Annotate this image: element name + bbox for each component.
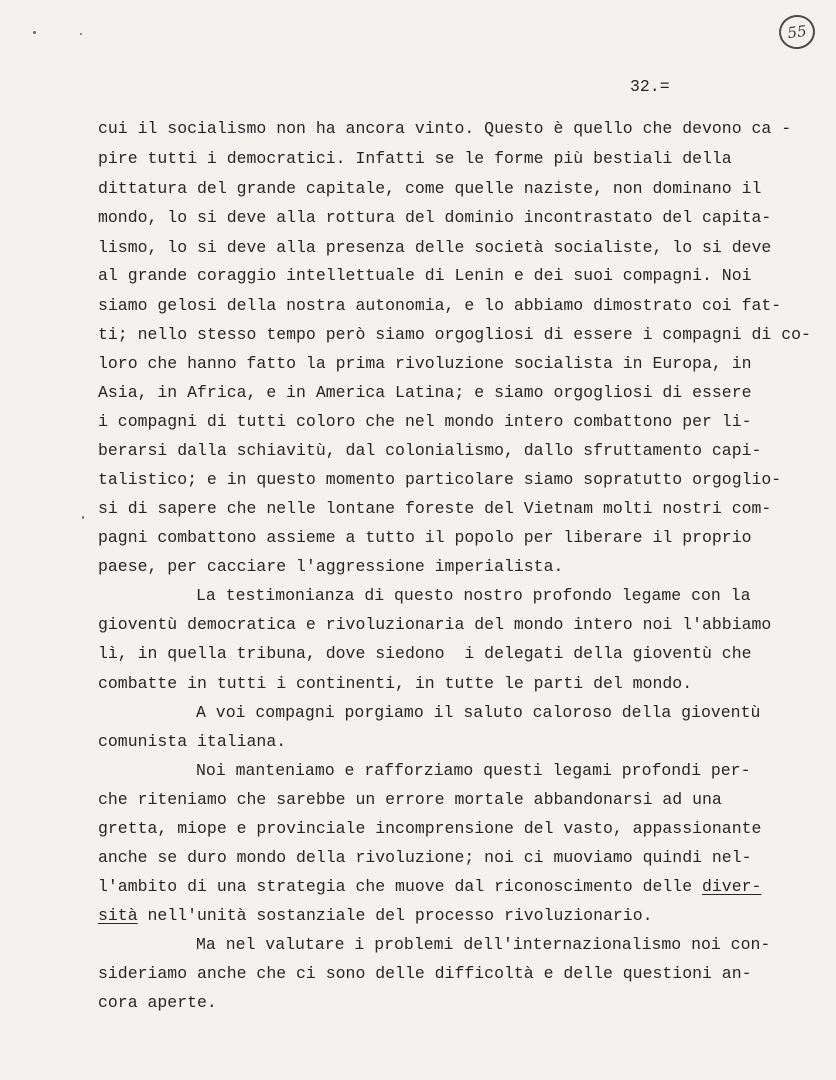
paragraph-first-line: Noi manteniamo e rafforziamo questi legami profondi per- (196, 761, 751, 780)
page-number: 32.= (630, 77, 670, 96)
text-line: talistico; e in questo momento particolare siamo sopratutto orgoglio- (98, 470, 782, 489)
text-line: ti; nello stesso tempo però siamo orgogliosi di essere i compagni di co- (98, 325, 811, 344)
text-line: cui il socialismo non ha ancora vinto. Questo è quello che devono ca - (98, 119, 792, 138)
text-line (98, 877, 761, 897)
archive-number: 55 (786, 21, 808, 43)
text-line: comunista italiana. (98, 732, 287, 751)
paper-speck (33, 31, 36, 34)
text-line-segment: nell'unità sostanziale del processo rivoluzionario. (147, 906, 653, 925)
text-line: si di sapere che nelle lontane foreste del Vietnam molti nostri com- (98, 499, 772, 518)
underlined-word: diver- (702, 877, 762, 896)
text-line: i compagni di tutti coloro che nel mondo intero combattono per li- (98, 412, 752, 431)
paragraph-first-line: La testimonianza di questo nostro profondo legame con la (196, 586, 751, 605)
underlined-word: sità (98, 906, 138, 925)
text-line: cora aperte. (98, 993, 217, 1012)
text-line: siamo gelosi della nostra autonomia, e lo abbiamo dimostrato coi fat- (98, 296, 782, 315)
text-line: gioventù democratica e rivoluzionaria del mondo intero noi l'abbiamo (98, 615, 772, 634)
text-line: pire tutti i democratici. Infatti se le forme più bestiali della (98, 149, 732, 168)
text-line: sideriamo anche che ci sono delle difficoltà e delle questioni an- (98, 964, 752, 983)
text-line-segment: l'ambito di una strategia che muove dal riconoscimento delle (98, 877, 702, 896)
paragraph-first-line: A voi compagni porgiamo il saluto caloroso della gioventù (196, 703, 761, 722)
text-line: pagni combattono assieme a tutto il popolo per liberare il proprio (98, 528, 752, 547)
text-line: Asia, in Africa, e in America Latina; e siamo orgogliosi di essere (98, 383, 752, 402)
text-line (98, 906, 653, 926)
text-line: dittatura del grande capitale, come quelle naziste, non dominano il (98, 179, 762, 198)
text-line: loro che hanno fatto la prima rivoluzione socialista in Europa, in (98, 354, 752, 373)
archive-number-stamp (777, 13, 817, 52)
text-line: mondo, lo si deve alla rottura del dominio incontrastato del capita- (98, 208, 772, 227)
text-line: berarsi dalla schiavitù, dal colonialismo, dallo sfruttamento capi- (98, 441, 762, 460)
text-line: paese, per cacciare l'aggressione imperialista. (98, 557, 564, 576)
paragraph-first-line: Ma nel valutare i problemi dell'internazionalismo noi con- (196, 935, 771, 954)
text-line: al grande coraggio intellettuale di Lenin e dei suoi compagni. Noi (98, 266, 752, 285)
text-line: combatte in tutti i continenti, in tutte le parti del mondo. (98, 674, 693, 693)
text-line: lì, in quella tribuna, dove siedono i delegati della gioventù che (98, 644, 752, 663)
text-line: gretta, miope e provinciale incomprensione del vasto, appassionante (98, 819, 762, 838)
paper-speck (80, 33, 82, 35)
text-line: che riteniamo che sarebbe un errore mortale abbandonarsi ad una (98, 790, 722, 809)
text-line: lismo, lo si deve alla presenza delle società socialiste, lo si deve (98, 238, 772, 257)
paper-speck (82, 516, 84, 519)
text-line: anche se duro mondo della rivoluzione; noi ci muoviamo quindi nel- (98, 848, 752, 867)
